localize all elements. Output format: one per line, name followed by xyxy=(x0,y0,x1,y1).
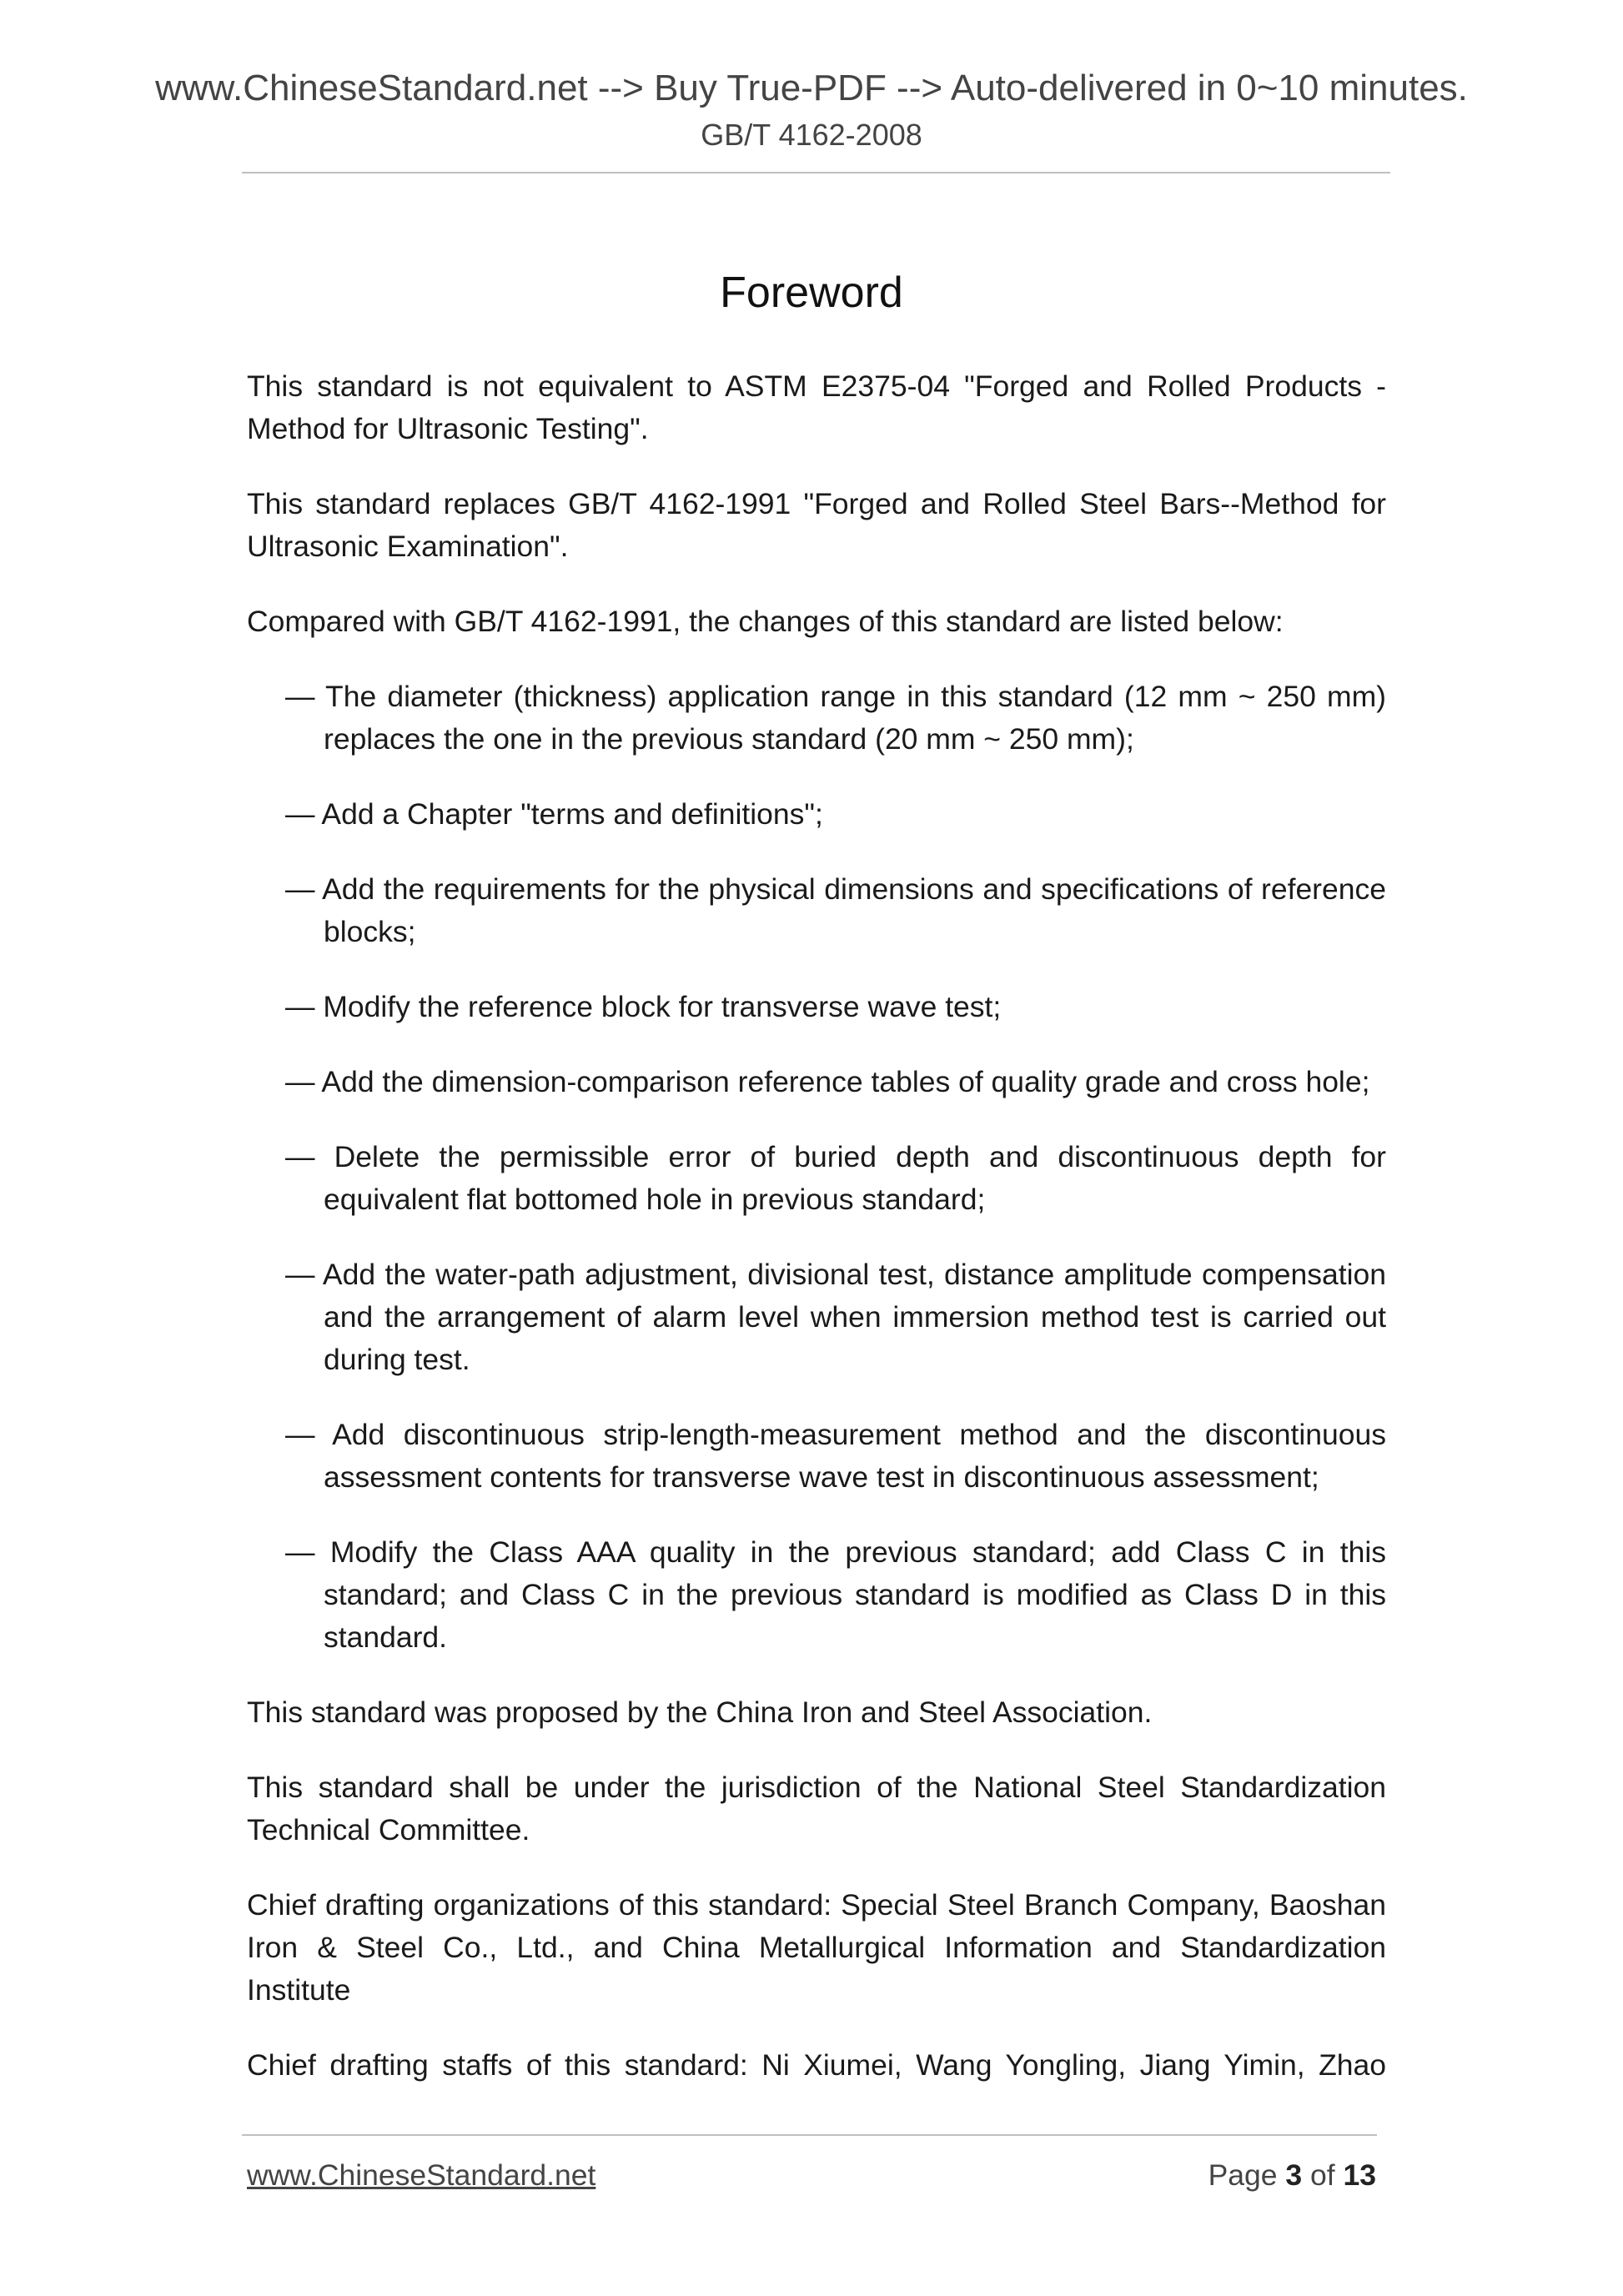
footer-divider xyxy=(242,2134,1377,2136)
paragraph-jurisdiction: This standard shall be under the jurisdiction of the National Steel Standardization Technical Committee. xyxy=(247,1771,1386,1846)
list-item: — Add the requirements for the physical dimensions and specifications of reference blocks; xyxy=(285,872,1386,948)
page-current: 3 xyxy=(1285,2158,1303,2192)
list-item: — Add a Chapter "terms and definitions"; xyxy=(285,797,823,831)
footer-website-link[interactable]: www.ChineseStandard.net xyxy=(247,2158,596,2192)
page-prefix: Page xyxy=(1208,2158,1286,2192)
page-title: Foreword xyxy=(720,269,903,317)
list-item: — Add the water-path adjustment, divisional test, distance amplitude compensation and the arrangement of alarm level when immersion method test is carried out during test. xyxy=(285,1258,1386,1376)
page-number xyxy=(1068,2155,1376,2195)
list-item: — Modify the reference block for transverse wave test; xyxy=(285,990,1002,1023)
paragraph-proposed-by: This standard was proposed by the China Iron and Steel Association. xyxy=(247,1696,1153,1729)
paragraph-equivalence: This standard is not equivalent to ASTM E2375-04 "Forged and Rolled Products - Method for Ultrasonic Testing". xyxy=(247,369,1386,445)
changes-list xyxy=(247,676,1386,1659)
standard-code: GB/T 4162-2008 xyxy=(701,118,922,152)
paragraph-drafting-staffs: Chief drafting staffs of this standard: Ni Xiumei, Wang Yongling, Jiang Yimin, Zhao xyxy=(247,2048,1386,2082)
page-total: 13 xyxy=(1343,2158,1376,2192)
paragraph-changes-intro: Compared with GB/T 4162-1991, the changes of this standard are listed below: xyxy=(247,605,1284,638)
document-body xyxy=(247,365,1386,2087)
header-banner: www.ChineseStandard.net --> Buy True-PDF --> Auto-delivered in 0~10 minutes. xyxy=(155,68,1468,108)
list-item: — Delete the permissible error of buried depth and discontinuous depth for equivalent flat bottomed hole in previous standard; xyxy=(285,1140,1386,1216)
list-item: — Add the dimension-comparison reference tables of quality grade and cross hole; xyxy=(285,1065,1370,1098)
list-item: — Add discontinuous strip-length-measurement method and the discontinuous assessment contents for transverse wave test in discontinuous assessment; xyxy=(285,1418,1386,1494)
list-item: — The diameter (thickness) application range in this standard (12 mm ~ 250 mm) replaces the one in the previous standard (20 mm ~ 250 mm); xyxy=(285,680,1386,756)
page-separator: of xyxy=(1302,2158,1344,2192)
paragraph-replaces: This standard replaces GB/T 4162-1991 "Forged and Rolled Steel Bars--Method for Ultrasonic Examination". xyxy=(247,487,1386,563)
paragraph-drafting-organizations: Chief drafting organizations of this standard: Special Steel Branch Company, Baoshan Iron & Steel Co., Ltd., and China Metallurgical Information and Standardization Institute xyxy=(247,1888,1386,2007)
list-item: — Modify the Class AAA quality in the previous standard; add Class C in this standard; and Class C in the previous standard is modified as Class D in this standard. xyxy=(285,1535,1386,1654)
header-divider xyxy=(242,172,1390,173)
